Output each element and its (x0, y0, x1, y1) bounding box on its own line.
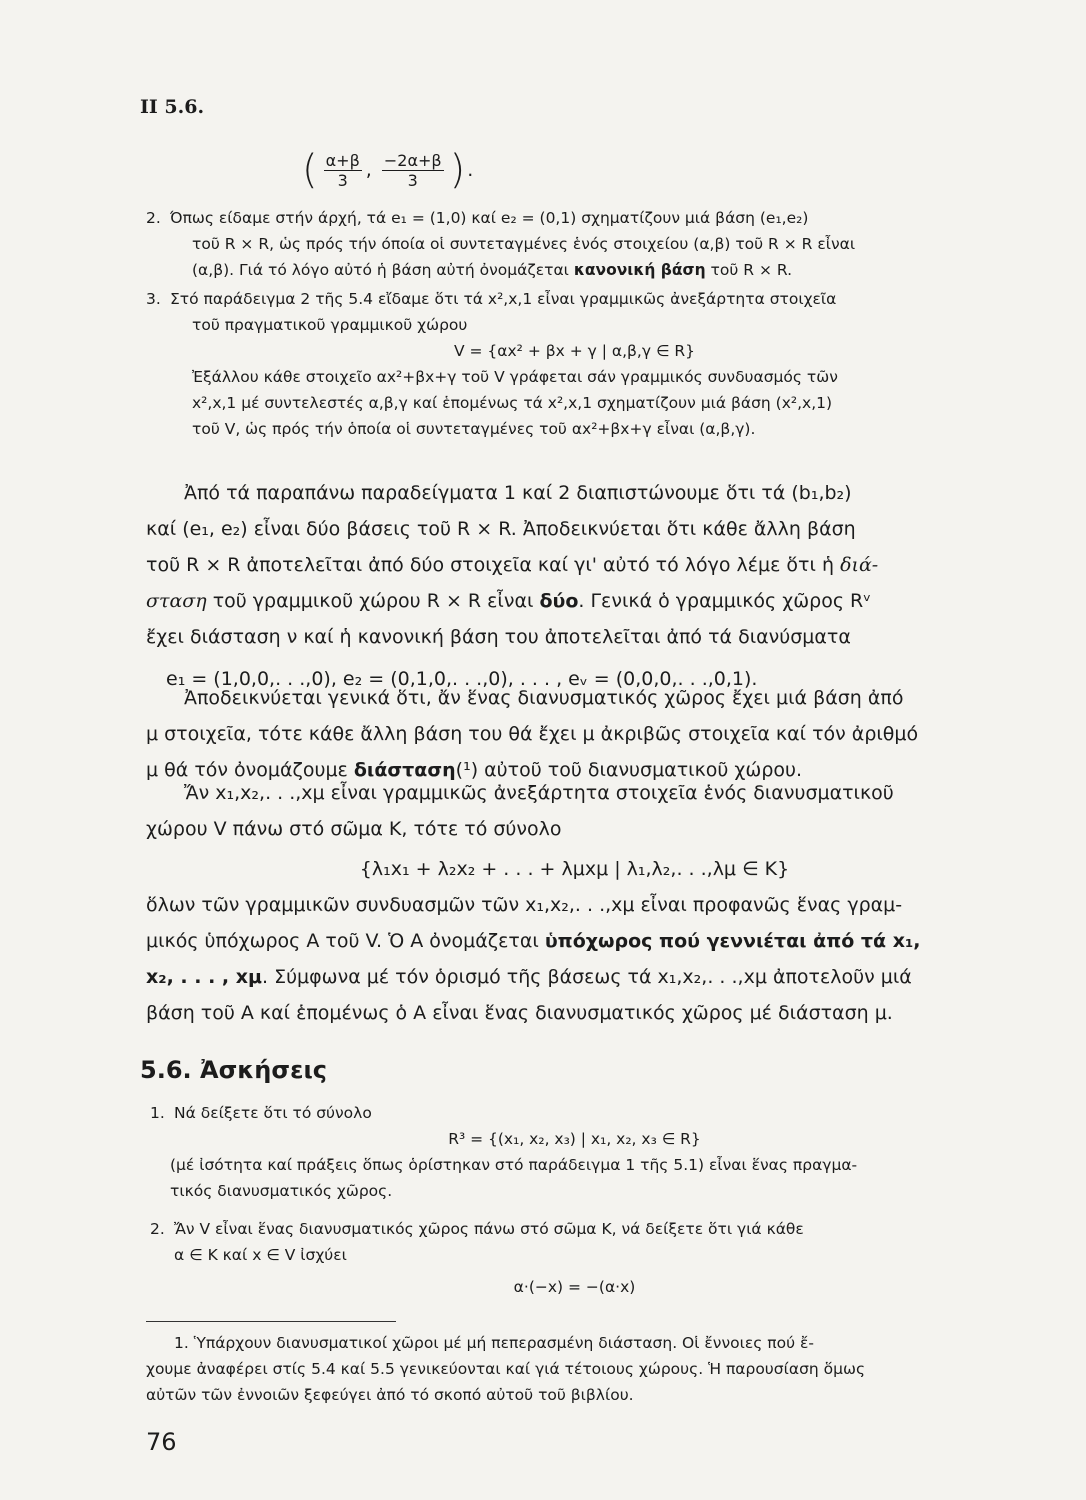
text-span: μικός ὑπόχωρος A τοῦ V. Ὁ A ὀνομάζεται (146, 930, 545, 952)
text-line (146, 547, 1003, 583)
exercise-number: 1. (150, 1104, 165, 1122)
formula-period: . (467, 159, 474, 181)
term-dimension: διά- (840, 554, 879, 576)
example-item-2 (146, 205, 1003, 283)
frac2-num: −2α+β (383, 150, 442, 170)
text-line: βάση τοῦ A καί ἑπομένως ὁ A εἶναι ἕνας διανυσματικός χῶρος μέ διάσταση μ. (146, 1002, 893, 1024)
text-line: Ἐξάλλου κάθε στοιχεῖο αx²+βx+γ τοῦ V γράφεται σάν γραμμικός συνδυασμός τῶν (192, 368, 838, 386)
formula: R³ = {(x₁, x₂, x₃) | x₁, x₂, x₃ ∈ R} (448, 1130, 701, 1148)
term-generated-subspace: x₂, . . . , xμ (146, 966, 262, 988)
formula: {λ₁x₁ + λ₂x₂ + . . . + λμxμ | λ₁,λ₂,. . .,λμ ∈ K} (359, 858, 790, 880)
text-line: Ἀπό τά παραπάνω παραδείγματα 1 καί 2 διαπιστώνουμε ὅτι τά (b₁,b₂) (184, 482, 852, 504)
text-line: Ἀποδεικνύεται γενικά ὅτι, ἄν ἕνας διανυσματικός χῶρος ἔχει μιά βάση ἀπό (184, 687, 904, 709)
text-line: Νά δείξετε ὅτι τό σύνολο (174, 1104, 372, 1122)
item-number: 3. (146, 290, 161, 308)
text-line (146, 923, 1003, 959)
term-dimension: σταση (146, 590, 207, 612)
formula: e₁ = (1,0,0,. . .,0), e₂ = (0,1,0,. . .,0), . . . , eᵥ = (0,0,0,. . .,0,1). (166, 668, 758, 690)
section-reference: II 5.6. (140, 96, 205, 118)
exercise-2 (146, 1216, 1003, 1300)
text-line: Όπως είδαμε στήν άρχή, τά e₁ = (1,0) καί e₂ = (0,1) σχηματίζουν μιά βάση (e₁,e₂) (170, 209, 809, 227)
page-number: 76 (146, 1428, 177, 1456)
text-span: τοῦ R × R ἀποτελεῖται ἀπό δύο στοιχεῖα καί γι' αὐτό τό λόγο λέμε ὅτι ἡ (146, 554, 841, 576)
text-line: Ἄν x₁,x₂,. . .,xμ εἶναι γραμμικῶς ἀνεξάρτητα στοιχεῖα ἑνός διανυσματικοῦ (184, 782, 894, 804)
text-line: καί (e₁, e₂) εἶναι δύο βάσεις τοῦ R × R. Ἀποδεικνύεται ὅτι κάθε ἄλλη βάση (146, 518, 856, 540)
text-line: (μέ ἰσότητα καί πράξεις ὅπως ὁρίστηκαν στό παράδειγμα 1 τῆς 5.1) εἶναι ἕνας πραγμα- (170, 1156, 858, 1174)
text-line: χώρου V πάνω στό σῶμα K, τότε τό σύνολο (146, 818, 562, 840)
text-line: τοῦ V, ὡς πρός τήν ὁποία οἱ συντεταγμένες τοῦ αx²+βx+γ εἶναι (α,β,γ). (192, 420, 756, 438)
exercise-1 (146, 1100, 1003, 1204)
formula: V = {αx² + βx + γ | α,β,γ ∈ R} (453, 342, 696, 360)
paragraph-2 (146, 680, 1003, 788)
exercise-number: 2. (150, 1220, 165, 1238)
term-two: δύο (539, 590, 579, 612)
text-span: (α,β). Γιά τό λόγο αὐτό ἡ βάση αὐτή ὀνομάζεται (192, 261, 574, 279)
footnote (146, 1330, 1003, 1408)
frac2-den: 3 (407, 170, 418, 190)
text-line: ὅλων τῶν γραμμικῶν συνδυασμῶν τῶν x₁,x₂,. . .,xμ εἶναι προφανῶς ἕνας γραμ- (146, 894, 903, 916)
text-line: Ἄν V εἶναι ἕνας διανυσματικός χῶρος πάνω στό σῶμα K, νά δείξετε ὅτι γιά κάθε (174, 1220, 804, 1238)
text-line (146, 583, 1003, 619)
example-item-3 (146, 286, 1003, 442)
text-line: αὐτῶν τῶν ἐννοιῶν ξεφεύγει ἀπό τό σκοπό αὐτοῦ τοῦ βιβλίου. (146, 1386, 634, 1404)
text-line: χουμε ἀναφέρει στίς 5.4 καί 5.5 γενικεύονται καί γιά τέτοιους χώρους. Ἡ παρουσίαση ὅμως (146, 1360, 866, 1378)
fraction-formula: ( $\frac{\alpha+\beta}{3}$ , $\frac{-2\alpha+\beta}{3}$ ) . (302, 147, 474, 193)
term-canonical-basis: κανονική βάση (573, 261, 706, 279)
footnote-divider (146, 1321, 396, 1322)
term-generated-subspace: ὑπόχωρος πού γεννιέται ἀπό τά x₁, (544, 930, 921, 952)
term-dimension: διάσταση (353, 759, 456, 781)
formula: α·(−x) = −(α·x) (513, 1278, 636, 1296)
paragraph-3 (146, 775, 1003, 1031)
frac1-num: α+β (325, 150, 360, 170)
text-span: τοῦ γραμμικοῦ χώρου R × R εἶναι (206, 590, 540, 612)
text-line: τοῦ R × R, ὡς πρός τήν όποία οἱ συντεταγμένες ἑνός στοιχείου (α,β) τοῦ R × R εἶναι (192, 235, 856, 253)
text-line: τικός διανυσματικός χῶρος. (170, 1182, 393, 1200)
item-number: 2. (146, 209, 161, 227)
text-line: x²,x,1 μέ συντελεστές α,β,γ καί ἑπομένως τά x²,x,1 σχηματίζουν μιά βάση (x²,x,1) (192, 394, 833, 412)
text-line: τοῦ πραγματικοῦ γραμμικοῦ χώρου (192, 316, 468, 334)
text-span: . Σύμφωνα μέ τόν ὁρισμό τῆς βάσεως τά x₁,x₂,. . .,xμ ἀποτελοῦν μιά (261, 966, 912, 988)
text-line: α ∈ K καί x ∈ V ἰσχύει (174, 1246, 347, 1264)
text-line: ἔχει διάσταση ν καί ἡ κανονική βάση του ἀποτελεῖται ἀπό τά διανύσματα (146, 626, 851, 648)
exercises-heading: 5.6. Ἀσκήσεις (140, 1056, 328, 1084)
text-line: μ στοιχεῖα, τότε κάθε ἄλλη βάση του θά ἔχει μ ἀκριβῶς στοιχεῖα καί τόν ἀριθμό (146, 723, 919, 745)
text-line: Στό παράδειγμα 2 τῆς 5.4 εἴδαμε ὅτι τά x²,x,1 εἶναι γραμμικῶς ἀνεξάρτητα στοιχεῖα (170, 290, 837, 308)
text-span: μ θά τόν ὀνομάζουμε (146, 759, 354, 781)
text-span: τοῦ R × R. (705, 261, 793, 279)
text-line: 1. Ὑπάρχουν διανυσματικοί χῶροι μέ μή πεπερασμένη διάσταση. Οἱ ἔννοιες πού ἔ- (174, 1334, 814, 1352)
paragraph-1 (146, 475, 1003, 697)
text-line (146, 257, 1003, 283)
frac1-den: 3 (337, 170, 348, 190)
text-line (146, 959, 1003, 995)
text-span: . Γενικά ὁ γραμμικός χῶρος Rᵛ (578, 590, 872, 612)
text-span: (¹) αὐτοῦ τοῦ διανυσματικοῦ χώρου. (455, 759, 803, 781)
